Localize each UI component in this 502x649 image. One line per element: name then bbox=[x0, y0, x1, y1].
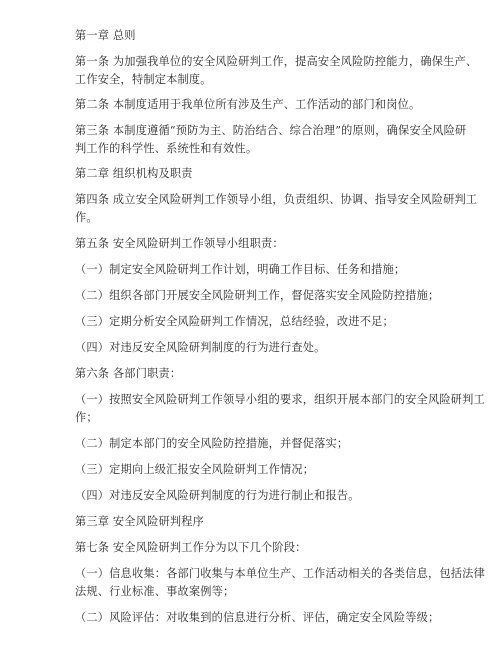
text-line: 第七条 安全风险研判工作分为以下几个阶段： bbox=[75, 541, 307, 554]
text-line: 第二条 本制度适用于我单位所有涉及生产、工作活动的部门和岗位。 bbox=[75, 98, 421, 111]
text-line: （二）制定本部门的安全风险防控措施，并督促落实； bbox=[75, 437, 349, 450]
text-line: 第二章 组织机构及职责 bbox=[75, 167, 193, 180]
text-line: 第一条 为加强我单位的安全风险研判工作，提高安全风险防控能力，确保生产、 bbox=[75, 55, 478, 68]
text-line: （二）风险评估：对收集到的信息进行分析、评估，确定安全风险等级； bbox=[75, 611, 440, 624]
text-line: 作。 bbox=[75, 211, 98, 224]
text-line: 第一章 总则 bbox=[75, 29, 136, 42]
text-line: 第三章 安全风险研判程序 bbox=[75, 515, 205, 528]
text-line: 第五条 安全风险研判工作领导小组职责： bbox=[75, 237, 284, 250]
text-line: （二）组织各部门开展安全风险研判工作，督促落实安全风险防控措施； bbox=[75, 289, 440, 302]
text-line: （四）对违反安全风险研判制度的行为进行查处。 bbox=[75, 341, 326, 354]
text-line: 判工作的科学性、系统性和有效性。 bbox=[75, 142, 258, 155]
text-line: 第三条 本制度遵循“预防为主、防治结合、综合治理”的原则，确保安全风险研 bbox=[75, 124, 467, 137]
text-line: （四）对违反安全风险研判制度的行为进行制止和报告。 bbox=[75, 489, 360, 502]
text-line: 第六条 各部门职责： bbox=[75, 367, 182, 380]
text-line: （一）信息收集：各部门收集与本单位生产、工作活动相关的各类信息，包括法律 bbox=[75, 567, 485, 580]
text-line: 法规、行业标准、事故案例等； bbox=[75, 585, 235, 598]
text-line: 工作安全，特制定本制度。 bbox=[75, 73, 212, 86]
text-line: （三）定期分析安全风险研判工作情况，总结经验，改进不足； bbox=[75, 315, 394, 328]
text-line: 第四条 成立安全风险研判工作领导小组，负责组织、协调、指导安全风险研判工 bbox=[75, 193, 478, 206]
text-line: 作； bbox=[75, 411, 98, 424]
text-line: （一）制定安全风险研判工作计划，明确工作目标、任务和措施； bbox=[75, 263, 406, 276]
text-line: （三）定期向上级汇报安全风险研判工作情况； bbox=[75, 463, 315, 476]
text-line: （一）按照安全风险研判工作领导小组的要求，组织开展本部门的安全风险研判工 bbox=[75, 393, 485, 406]
